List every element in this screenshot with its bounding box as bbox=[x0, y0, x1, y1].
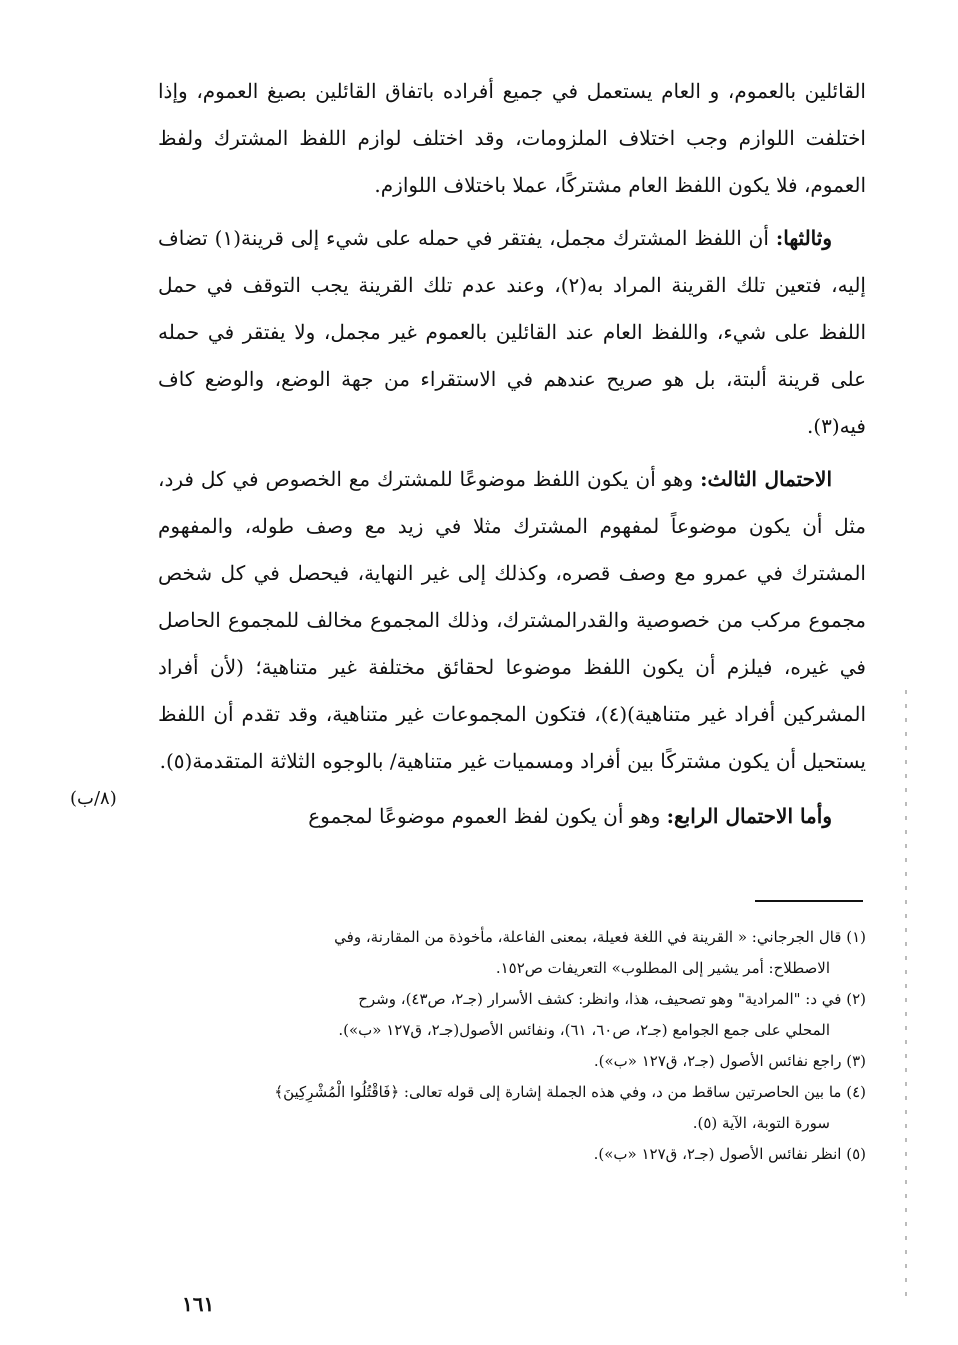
scan-edge-dots bbox=[905, 690, 907, 1300]
footnote-5: (٥) انظر نفائس الأصول (جـ٢، ق١٢٧ «ب»). bbox=[593, 1145, 866, 1163]
paragraph-3-text: وهو أن يكون اللفظ موضوعًا للمشترك مع الخصوص في كل فرد، مثل أن يكون موضوعاً لمفهوم المشترك مثلا في زيد مع وصف طوله، والمفهوم المشترك في عمرو مع وصف قصره، وكذلك إلى غير النهاية، فيحصل في كل شخص مجموع مركب من خصوصية والقدرالمشترك، وذلك المجموع مخالف للمجموع الحاصل في غيره، فيلزم أن يكون اللفظ موضوعا لحقائق مختلفة غير متناهية؛ (لأن أفراد المشركين أفراد غير متناهية)(٤)، فتكون المجموعات غير متناهية، وقد تقدم أن اللفظ يستحيل أن يكون مشتركًا بين أفراد ومسميات غير متناهية/ بالوجوه الثلاثة المتقدمة(٥). bbox=[158, 467, 867, 773]
footnote-1-continued: الاصطلاح: أمر يشير إلى المطلوب» التعريفات ص١٥٢. bbox=[495, 959, 830, 977]
page-number: ١٦١ bbox=[182, 1292, 215, 1316]
footnote-4-continued: سورة التوبة، الآية (٥). bbox=[692, 1114, 830, 1132]
footnote-3: (٣) راجع نفائس الأصول (جـ٢، ق١٢٧ «ب»). bbox=[593, 1052, 866, 1070]
paragraph-2-lead: وثالثها: bbox=[775, 226, 832, 250]
paragraph-3-lead: الاحتمال الثالث: bbox=[700, 467, 832, 491]
main-text bbox=[158, 68, 866, 840]
paragraph-4 bbox=[158, 793, 866, 840]
footnote-4: (٤) ما بين الحاصرتين ساقط من د، وفي هذه الجملة إشارة إلى قوله تعالى: ﴿فَاقْتُلُوا الْمُشْرِكِينَ﴾ bbox=[274, 1083, 866, 1101]
paragraph-1: القائلين بالعموم، و العام يستعمل في جميع أفراده باتفاق القائلين بصيغ العموم، وإذا اختلفت اللوازم وجب اختلاف الملزومات، وقد اختلف لوازم اللفظ المشترك ولفظ العموم، فلا يكون اللفظ العام مشتركًا، عملا باختلاف اللوازم. bbox=[158, 79, 866, 197]
footnote-1: (١) قال الجرجاني: « القرينة في اللغة فعيلة، بمعنى الفاعلة، مأخوذة من المقارنة، وفي bbox=[334, 928, 866, 946]
footnote-2-continued: المحلي على جمع الجوامع (جـ٢، ص٦٠، ٦١)، ونفائس الأصول(جـ٢، ق١٢٧ «ب»). bbox=[338, 1021, 830, 1039]
paragraph-4-lead: وأما الاحتمال الرابع: bbox=[666, 804, 832, 828]
footnote-2: (٢) في د: "المرادية" وهو تصحيف، هذا، وانظر: كشف الأسرار (جـ٢، ص٤٣)، وشرح bbox=[358, 990, 866, 1008]
paragraph-3 bbox=[158, 456, 866, 785]
footnotes bbox=[158, 922, 866, 1170]
paragraph-2 bbox=[158, 215, 866, 450]
paragraph-4-text: وهو أن يكون لفظ العموم موضوعًا لمجموع bbox=[308, 804, 667, 828]
footnote-divider bbox=[755, 900, 863, 902]
paragraph-2-text: أن اللفظ المشترك مجمل، يفتقر في حمله على شيء إلى قرينة(١) تضاف إليه، فتعين تلك القرينة المراد به(٢)، وعند عدم تلك القرينة يجب التوقف في حمل اللفظ على شيء، واللفظ العام عند القائلين بالعموم غير مجمل، ولا يفتقر في حمله على قرينة ألبتة، بل هو صريح عندهم في الاستقراء من جهة الوضع، والوضع كاف فيه(٣). bbox=[158, 226, 866, 438]
folio-marker: (٨/ب) bbox=[70, 788, 117, 809]
